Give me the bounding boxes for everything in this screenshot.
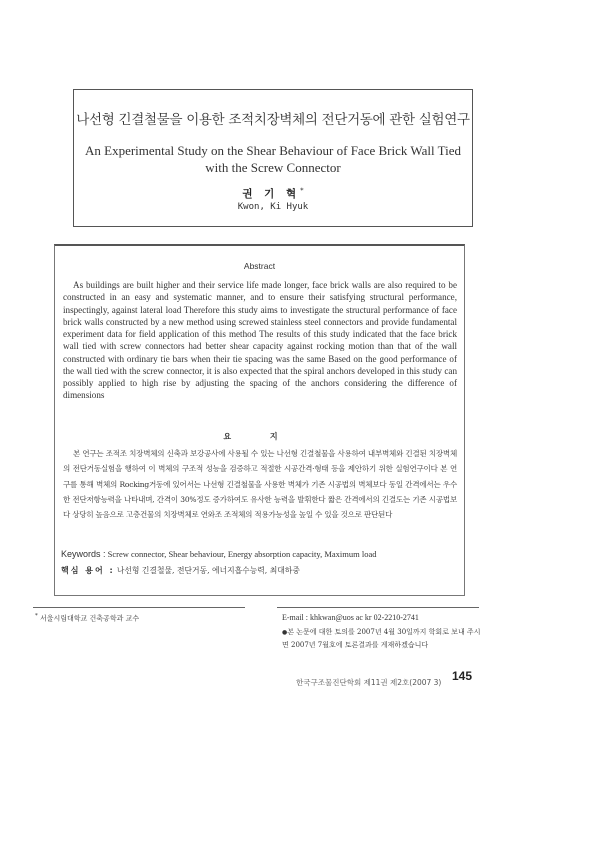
footnote-divider-right	[277, 607, 479, 608]
author-korean-name: 권 기 혁	[242, 188, 301, 200]
bullet-icon: ●	[282, 629, 288, 636]
discussion-note	[282, 626, 482, 651]
contact-email: E-mail : khkwan@uos ac kr 02-2210-2741	[282, 613, 419, 622]
summary-text-korean: 본 연구는 조적조 치장벽체의 신축과 보강공사에 사용될 수 있는 나선형 긴결철물을 사용하여 내부벽체와 긴결된 치장벽체의 전단거동실험을 행하여 이 벽체의 구조적 성능을 검증하고 적절한 시공간격·형태 등을 제안하기 위한 실험연구이다 본 연구를 통해 벽체의 Rocking거동에 있어서는 나선형 긴결철물을 사용한 벽체가 기존 시공법의 벽체보다 동일 간격에서는 우수한 전단저항능력을 나타내며, 간격이 30%정도 증가하여도 유사한 능력을 발휘한다 짧은 간격에서의 긴결도는 기존 시공법보다 상당히 높음으로 고층건물의 치장벽체로 연와조 조적체의 적용가능성을 높일 수 있을 것으로 판단된다	[63, 449, 457, 520]
title-box	[73, 89, 473, 227]
keywords-value-korean: 나선형 긴결철물, 전단거동, 에너지흡수능력, 최대하중	[116, 566, 300, 575]
author-english: Kwon, Ki Hyuk	[237, 202, 309, 212]
affiliation-mark: *	[35, 613, 38, 619]
keywords-value: Screw connector, Shear behaviour, Energy absorption capacity, Maximum load	[107, 549, 377, 559]
paper-title-english-line2: with the Screw Connector	[205, 160, 341, 175]
paper-title-korean: 나선형 긴결철물을 이용한 조적치장벽체의 전단거동에 관한 실험연구	[76, 112, 470, 128]
keywords-label: Keywords :	[61, 549, 106, 559]
keywords-label-korean: 핵심 용어 :	[61, 566, 115, 575]
page-number: 145	[452, 669, 473, 683]
abstract-box	[54, 244, 465, 596]
footnote-divider-left	[33, 607, 245, 608]
author-footnote-mark: *	[300, 186, 304, 195]
author-korean	[74, 186, 472, 201]
journal-citation: 한국구조물진단학회 제11권 제2호(2007 3)	[296, 678, 442, 687]
affiliation-text: 서울시립대학교 건축공학과 교수	[37, 614, 140, 623]
discussion-note-text: 본 논문에 대한 토의를 2007년 4월 30일까지 학회로 보내 주시면 2007년 7월호에 토론결과를 게재하겠습니다	[282, 628, 481, 649]
abstract-text: As buildings are built higher and their service life made longer, face brick walls are also required to be constructed in an easy and systematic manner, and to ensure their satisfying structural performance, inspectingly, against lateral load Therefore this study aims to investigate the structural performance of face brick walls constructed by a new method using screwed stainless steel connectors and provide fundamental experiment data for field application of this method The results of this study indicated that the face brick wall tied with screw connectors had better shear capacity against rocking motion than that of the wall constructed with ordinary tie bars when their tie spacing was the same Based on the good performance of the wall tied with the screw connector, it is also expected that the spiral anchors developed in this study can possibly applied to high rise by adjusting the spacing of the anchors considering the difference of dimensions	[63, 280, 457, 401]
abstract-heading: Abstract	[243, 261, 276, 271]
paper-title-english	[74, 142, 472, 176]
paper-title-english-line1: An Experimental Study on the Shear Behaviour of Face Brick Wall Tied	[84, 143, 461, 158]
author-affiliation-footnote	[35, 613, 139, 623]
keywords-english	[61, 549, 461, 559]
keywords-korean	[61, 565, 461, 576]
summary-heading-korean: 요 지	[223, 432, 296, 441]
